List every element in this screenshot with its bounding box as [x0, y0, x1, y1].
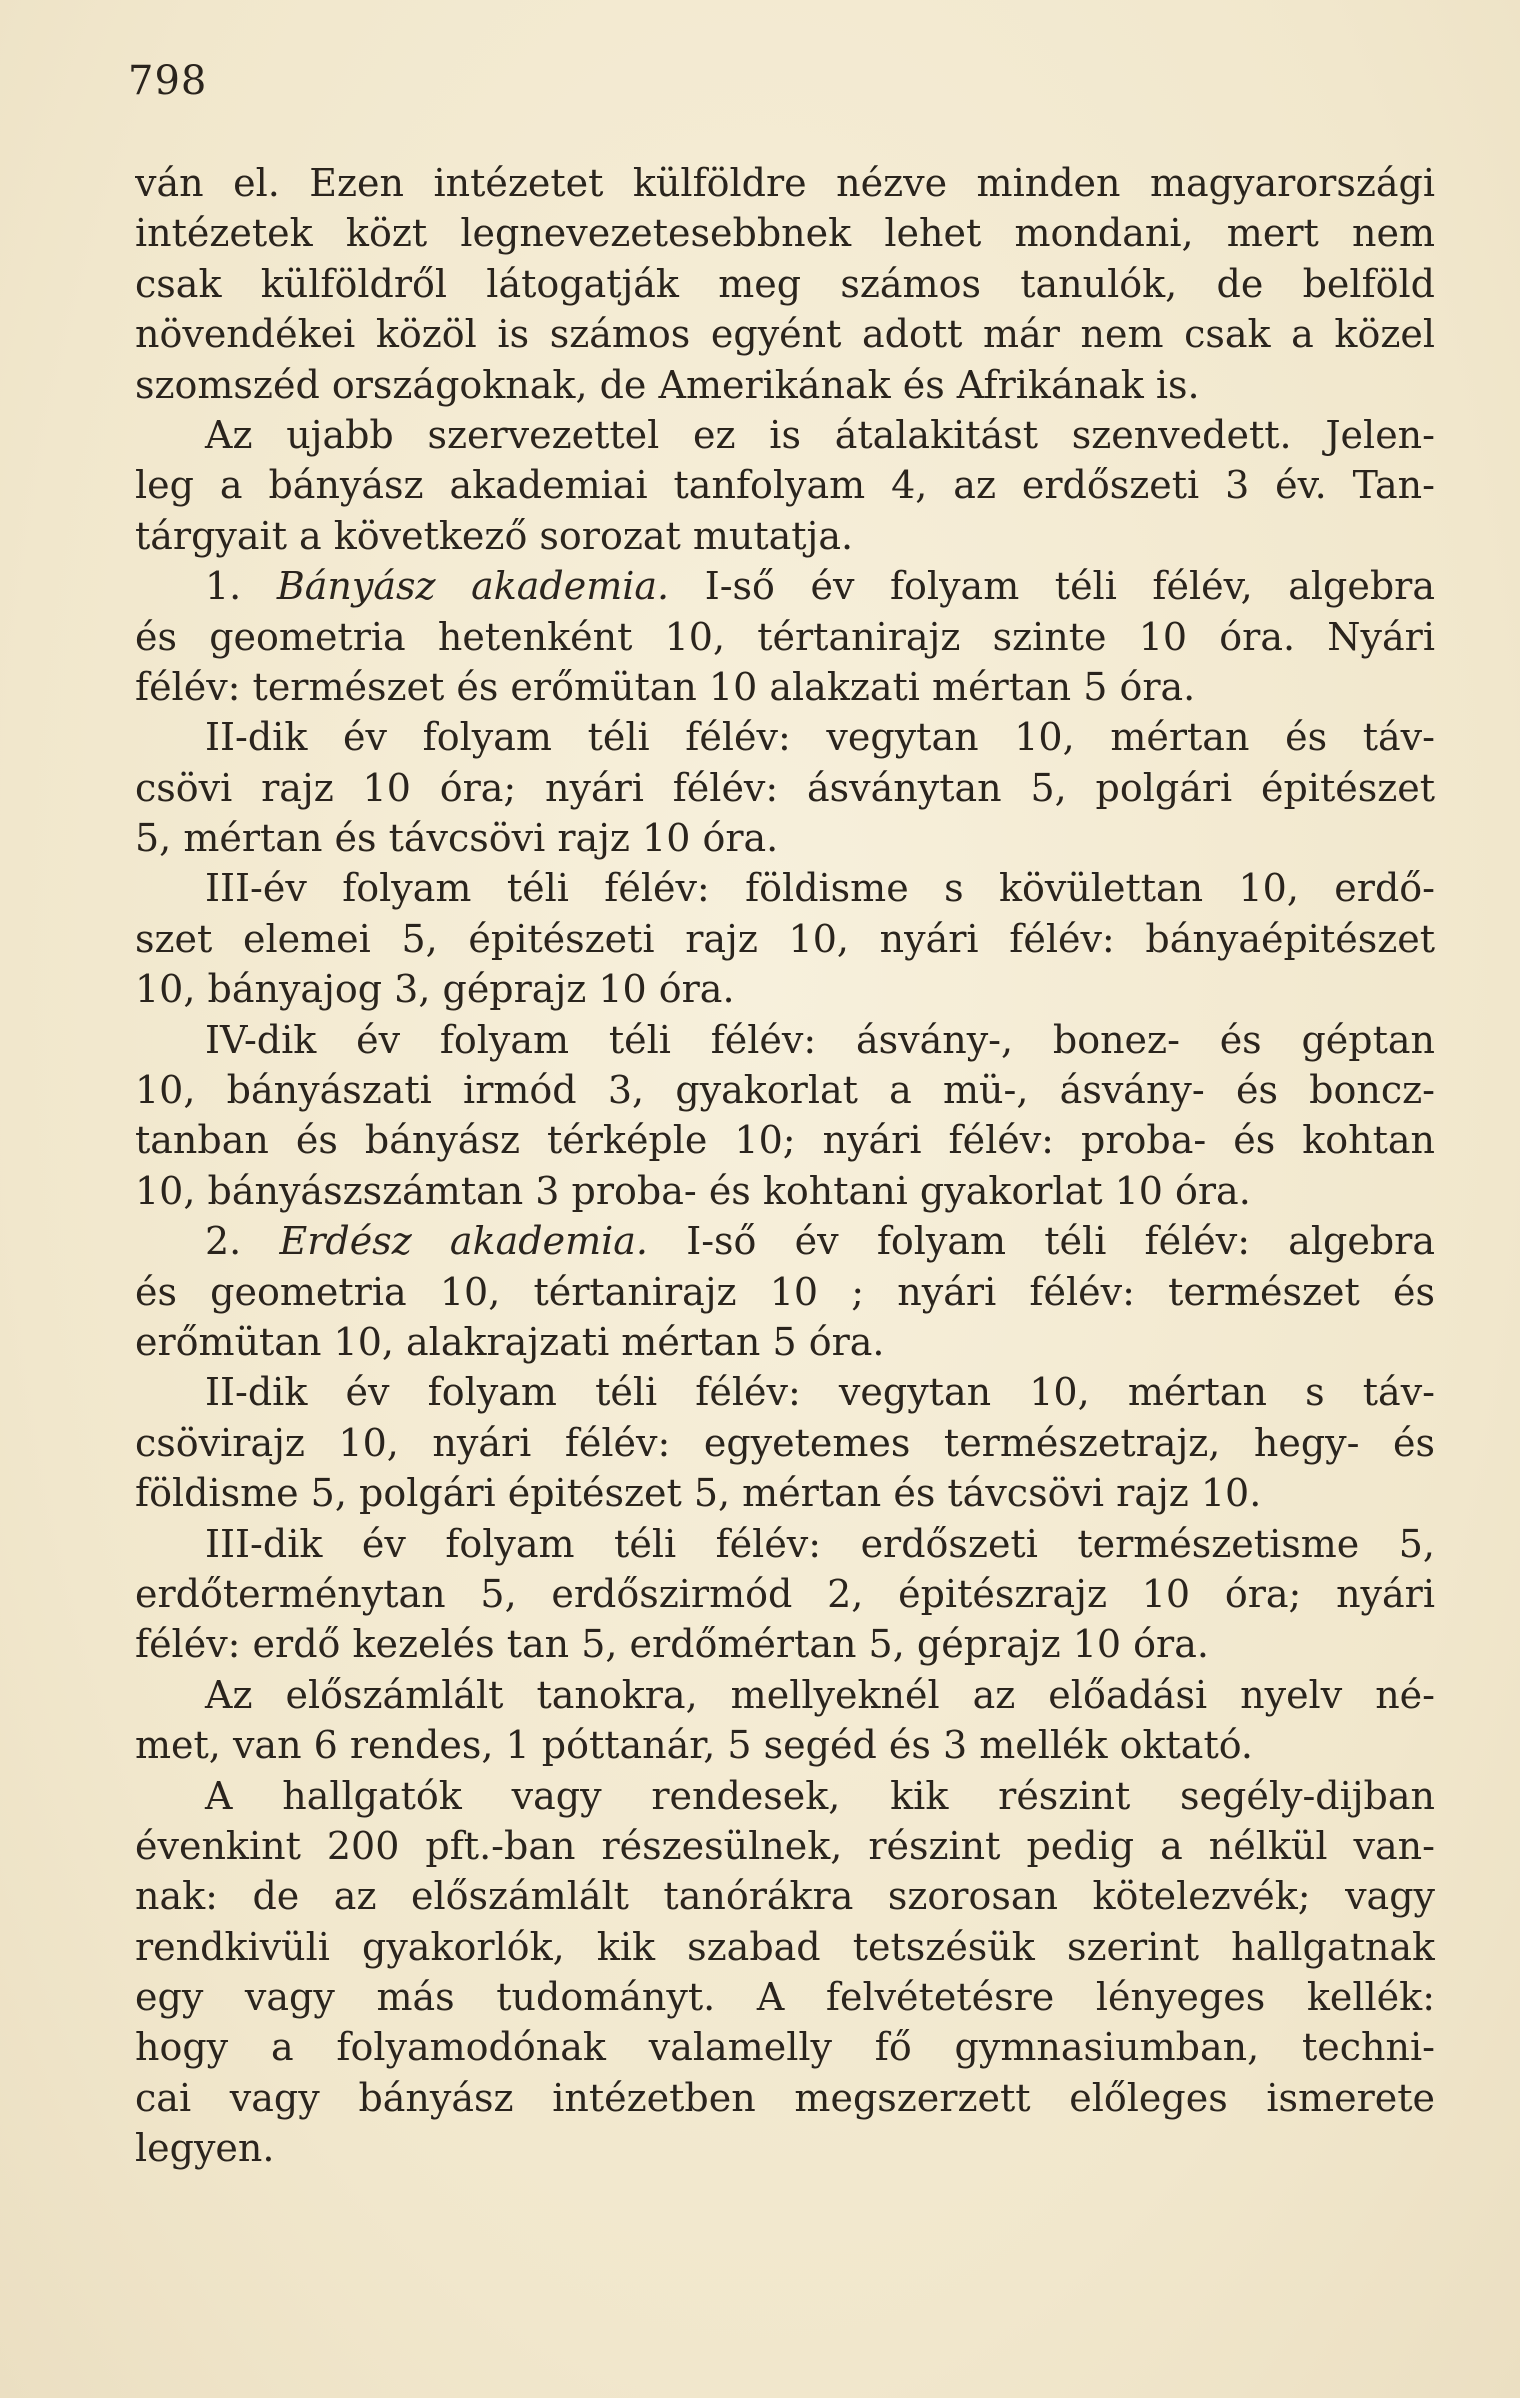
text-line: nak: de az előszámlált tanórákra szorosan kötelezvék; vagy	[135, 1874, 1435, 1919]
text-line: 5, mértan és távcsövi rajz 10 óra.	[135, 816, 779, 861]
text-line: tárgyait a következő sorozat mutatja.	[135, 513, 854, 558]
text-line: rendkivüli gyakorlók, kik szabad tetszésük szerint hallgatnak	[135, 1924, 1435, 1969]
line-prefix: 1.	[205, 564, 277, 609]
text-line: csak külföldről látogatják meg számos tanulók, de belföld	[135, 261, 1435, 306]
text-line: 10, bányászati irmód 3, gyakorlat a mü-, ásvány- és boncz-	[135, 1068, 1435, 1113]
line-suffix: I-ső év folyam téli félév, algebra	[669, 564, 1435, 609]
text-line: III-év folyam téli félév: földisme s kövülettan 10, erdő-	[205, 866, 1435, 911]
section-heading-italic: Erdész akademia.	[279, 1219, 648, 1264]
text-line: félév: természet és erőmütan 10 alakzati mértan 5 óra.	[135, 664, 1196, 709]
text-line: csövi rajz 10 óra; nyári félév: ásványtan 5, polgári épitészet	[135, 765, 1435, 810]
text-line: II-dik év folyam téli félév: vegytan 10, mértan és táv-	[205, 715, 1435, 760]
text-line: szomszéd országoknak, de Amerikának és Afrikának is.	[135, 362, 1200, 407]
text-line: 10, bányászszámtan 3 proba- és kohtani gyakorlat 10 óra.	[135, 1168, 1251, 1213]
text-line: III-dik év folyam téli félév: erdőszeti természetisme 5,	[205, 1521, 1435, 1566]
text-line	[135, 1216, 1435, 1266]
text-line: leg a bányász akademiai tanfolyam 4, az erdőszeti 3 év. Tan-	[135, 463, 1435, 508]
text-line: ván el. Ezen intézetet külföldre nézve minden magyarországi	[135, 161, 1435, 205]
section-heading-italic: Bányász akademia.	[276, 564, 670, 609]
body-text	[135, 158, 1435, 2174]
line-prefix: 2.	[205, 1219, 280, 1264]
text-line: szet elemei 5, épitészeti rajz 10, nyári félév: bányaépitészet	[135, 916, 1435, 961]
text-line: tanban és bányász térképle 10; nyári félév: proba- és kohtan	[135, 1118, 1435, 1163]
text-line: csövirajz 10, nyári félév: egyetemes természetrajz, hegy- és	[135, 1420, 1435, 1465]
text-line: intézetek közt legnevezetesebbnek lehet mondani, mert nem	[135, 211, 1435, 256]
text-line	[135, 561, 1435, 611]
text-line: és geometria 10, tértanirajz 10 ; nyári félév: természet és	[135, 1269, 1435, 1314]
text-line: erőmütan 10, alakrajzati mértan 5 óra.	[135, 1319, 885, 1364]
text-line: cai vagy bányász intézetben megszerzett előleges ismerete	[135, 2075, 1435, 2120]
text-line: félév: erdő kezelés tan 5, erdőmértan 5, géprajz 10 óra.	[135, 1622, 1209, 1667]
text-line: A hallgatók vagy rendesek, kik részint segély-dijban	[205, 1773, 1435, 1818]
text-line: földisme 5, polgári épitészet 5, mértan és távcsövi rajz 10.	[135, 1471, 1262, 1516]
text-line: hogy a folyamodónak valamelly fő gymnasiumban, techni-	[135, 2025, 1435, 2070]
text-line: évenkint 200 pft.-ban részesülnek, részint pedig a nélkül van-	[135, 1823, 1435, 1868]
text-line: erdőterménytan 5, erdőszirmód 2, épitészrajz 10 óra; nyári	[135, 1571, 1435, 1616]
text-line: egy vagy más tudományt. A felvétetésre lényeges kellék:	[135, 1975, 1435, 2020]
text-line: 10, bányajog 3, géprajz 10 óra.	[135, 967, 735, 1012]
text-line: Az ujabb szervezettel ez is átalakitást szenvedett. Jelen-	[205, 412, 1435, 457]
page-number: 798	[128, 58, 208, 104]
text-line: Az előszámlált tanokra, mellyeknél az előadási nyelv né-	[205, 1672, 1435, 1717]
text-line: növendékei közöl is számos egyént adott már nem csak a közel	[135, 312, 1435, 357]
text-line: met, van 6 rendes, 1 póttanár, 5 segéd és 3 mellék oktató.	[135, 1723, 1254, 1768]
text-line: II-dik év folyam téli félév: vegytan 10, mértan s táv-	[205, 1370, 1435, 1415]
text-line: és geometria hetenként 10, tértanirajz szinte 10 óra. Nyári	[135, 614, 1435, 659]
line-suffix: I-ső év folyam téli félév: algebra	[648, 1219, 1435, 1264]
text-line: IV-dik év folyam téli félév: ásvány-, bonez- és géptan	[205, 1017, 1435, 1062]
text-line: legyen.	[135, 2126, 275, 2171]
